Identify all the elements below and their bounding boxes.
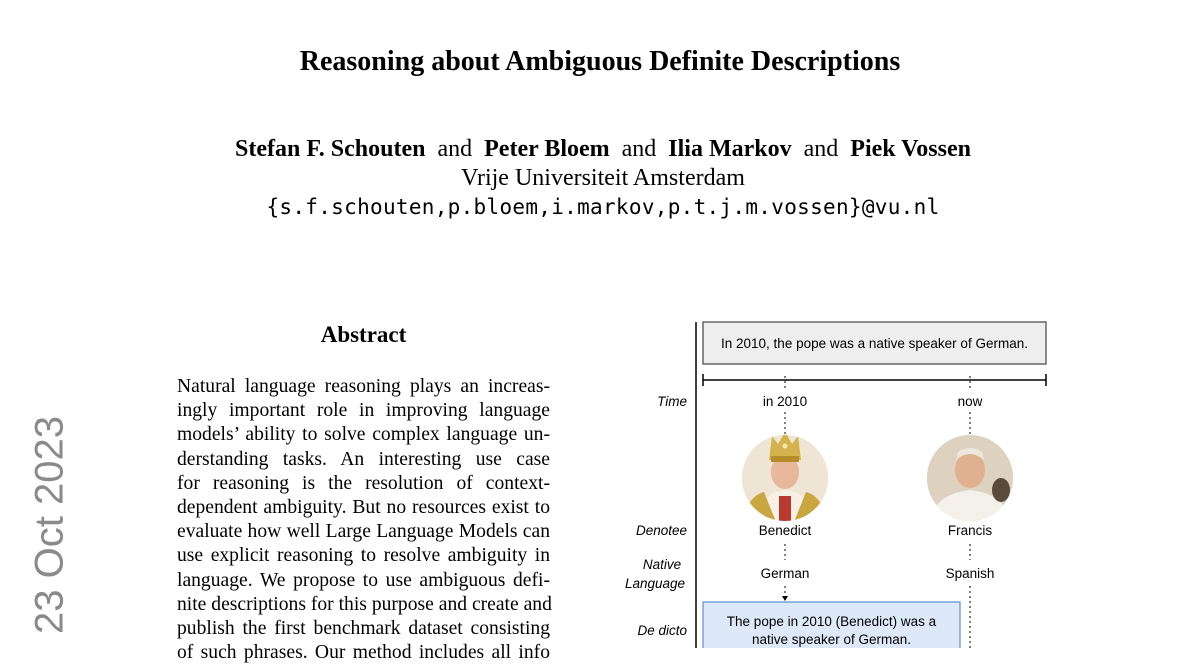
author-name: Peter Bloem bbox=[484, 136, 610, 162]
denotee-benedict: Benedict bbox=[758, 523, 812, 538]
row-label-native-1: Native bbox=[642, 557, 682, 572]
author-name: Piek Vossen bbox=[850, 136, 971, 162]
arxiv-date-stamp: 23 Oct 2023 bbox=[27, 416, 72, 634]
abstract-line: derstanding tasks. An interesting use case bbox=[177, 448, 550, 470]
author-separator: and bbox=[437, 136, 473, 162]
time-label-now: now bbox=[957, 394, 983, 409]
denotee-francis: Francis bbox=[947, 523, 993, 538]
author-emails: {s.f.schouten,p.bloem,i.markov,p.t.j.m.vossen}@vu.nl bbox=[266, 195, 940, 219]
abstract-line: Natural language reasoning plays an increas- bbox=[177, 376, 550, 397]
language-spanish: Spanish bbox=[945, 566, 995, 581]
abstract-line: use explicit reasoning to resolve ambiguity in bbox=[177, 545, 550, 567]
row-label-de-dicto: De dicto bbox=[637, 623, 687, 638]
author-separator: and bbox=[621, 136, 657, 162]
time-label-2010: in 2010 bbox=[762, 394, 808, 409]
de-dicto-text-1: The pope in 2010 (Benedict) was a bbox=[726, 614, 937, 629]
sentence-text: In 2010, the pope was a native speaker of German. bbox=[721, 336, 1028, 351]
abstract-line: ingly important role in improving language bbox=[177, 400, 550, 422]
abstract-line: dependent ambiguity. But no resources exist to bbox=[177, 496, 550, 518]
author-name: Stefan F. Schouten bbox=[235, 136, 426, 162]
row-label-time: Time bbox=[657, 394, 687, 409]
language-german: German bbox=[760, 566, 810, 581]
abstract-line: nite descriptions for this purpose and create and bbox=[177, 593, 552, 615]
abstract-line: for reasoning is the resolution of context- bbox=[177, 472, 550, 494]
portrait-benedict bbox=[740, 432, 830, 522]
portrait-francis bbox=[926, 434, 1016, 522]
abstract-line: of such phrases. Our method includes all info bbox=[177, 642, 550, 664]
paper-title: Reasoning about Ambiguous Definite Descriptions bbox=[299, 46, 901, 77]
author-name: Ilia Markov bbox=[668, 136, 792, 162]
arrowhead-icon bbox=[782, 596, 788, 601]
author-separator: and bbox=[803, 136, 839, 162]
de-dicto-text-2: native speaker of German. bbox=[751, 632, 912, 647]
affiliation: Vrije Universiteit Amsterdam bbox=[461, 165, 745, 191]
abstract-heading: Abstract bbox=[320, 322, 407, 347]
abstract-line: language. We propose to use ambiguous defi- bbox=[177, 569, 550, 591]
row-label-native-2: Language bbox=[624, 576, 686, 591]
abstract-line: publish the first benchmark dataset consisting bbox=[177, 617, 550, 639]
row-label-denotee: Denotee bbox=[635, 523, 687, 538]
abstract-line: evaluate how well Large Language Models can bbox=[177, 521, 550, 543]
abstract-line: models’ ability to solve complex language un- bbox=[177, 424, 550, 446]
